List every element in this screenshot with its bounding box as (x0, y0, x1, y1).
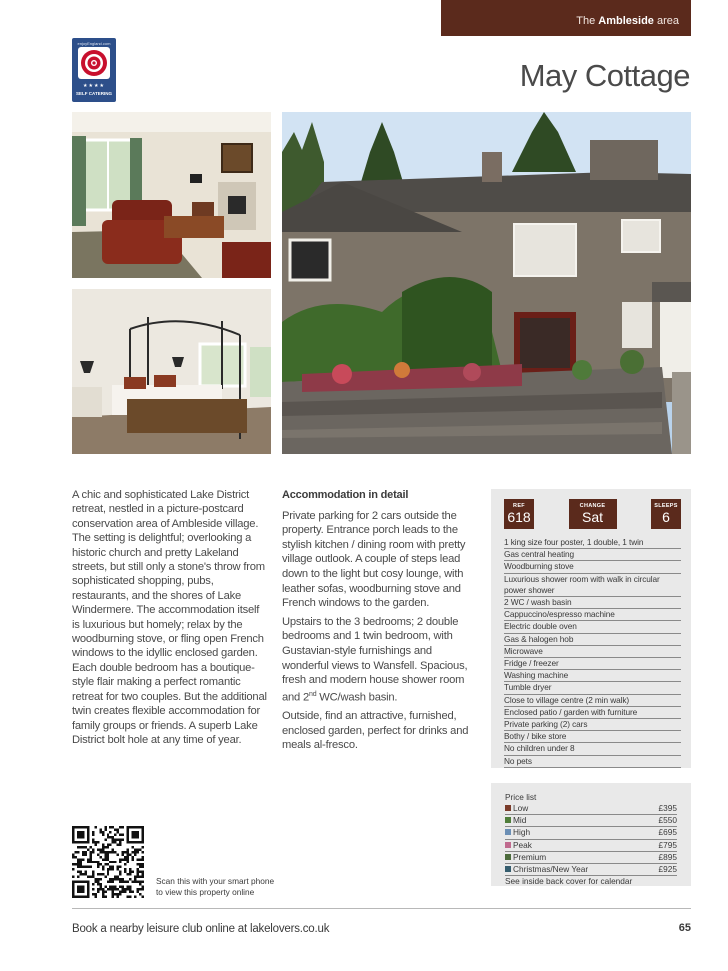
price-row (505, 840, 677, 852)
detail-heading: Accommodation in detail (282, 489, 409, 501)
badge-stars: ★★★★ (83, 83, 105, 89)
price-row (505, 803, 677, 815)
season-label: Peak (513, 839, 532, 850)
accommodation-detail (282, 488, 477, 757)
sleeps-stat (651, 499, 681, 529)
season-price: £795 (658, 839, 677, 850)
feature-item: Electric double oven (504, 621, 681, 633)
intro-text: A chic and sophisticated Lake District retreat, nestled in a picture-postcard conservation area of Ambleside village. The setting is delightful; overlooking a historic church and pretty Lakeland streets, but still only a stone's throw from sophisticated shopping, pubs, restaurants, and the shores of Lake Windermere. The accommodation itself is luxurious but homely; relax by the woodburning stove, or fling open French windows to the idyllic enclosed garden. Each double bedroom has a boutique-style flair making a perfect romantic retreat for two couples. But the additional twin creates flexible accommodation for family groups or friends. A superb Lake District bolt hole at any time of year. (72, 489, 267, 746)
feature-item: No pets (504, 756, 681, 768)
season-label: Low (513, 803, 529, 813)
season-price: £395 (658, 803, 677, 813)
bedroom-photo (72, 289, 271, 454)
price-row (505, 815, 677, 827)
rose-icon (78, 47, 110, 79)
feature-item: Microwave (504, 646, 681, 658)
footer-divider (72, 908, 691, 909)
area-suffix: area (653, 15, 679, 27)
detail-p2-start: Upstairs to the 3 bedrooms; 2 double bedrooms and 1 twin bedroom, with Gustavian-style furnishings and wonderful views to Wansfell. Spacious, fresh and modern house shower room and 2 (282, 615, 468, 704)
price-list-heading: Price list (505, 792, 537, 802)
feature-item: Tumble dryer (504, 682, 681, 694)
feature-item: Close to village centre (2 min walk) (504, 695, 681, 707)
qr-caption-line-1: Scan this with your smart phone (156, 876, 275, 886)
page-number: 65 (678, 922, 691, 934)
footer-text: Book a nearby leisure club online at lakelovers.co.uk (72, 923, 330, 935)
qr-code-icon[interactable] (72, 826, 144, 898)
feature-item: Private parking (2) cars (504, 719, 681, 731)
sleeps-value: 6 (662, 509, 670, 525)
feature-item: 2 WC / wash basin (504, 597, 681, 609)
season-swatch (505, 854, 511, 860)
change-stat (569, 499, 617, 529)
season-label: Premium (513, 851, 547, 862)
page-title: May Cottage (519, 58, 690, 93)
qr-caption-line-2: to view this property online (156, 886, 255, 897)
ref-stat (504, 499, 534, 529)
feature-item: Washing machine (504, 670, 681, 682)
feature-item: Woodburning stove (504, 561, 681, 573)
season-swatch (505, 805, 511, 811)
feature-item: Bothy / bike store (504, 731, 681, 743)
season-label: Christmas/New Year (513, 864, 589, 875)
ref-label: REF (513, 503, 525, 509)
feature-item: Gas & halogen hob (504, 634, 681, 646)
season-swatch (505, 866, 511, 872)
detail-paragraph-2 (282, 615, 477, 705)
detail-paragraph-3: Outside, find an attractive, furnished, enclosed garden, perfect for drinks and meals al-fresco. (282, 710, 469, 752)
feature-item: Fridge / freezer (504, 658, 681, 670)
change-label: CHANGE (579, 503, 606, 509)
season-price: £695 (658, 827, 677, 838)
season-price: £925 (658, 864, 677, 875)
change-value: Sat (581, 509, 603, 525)
season-swatch (505, 842, 511, 848)
season-price: £550 (658, 815, 677, 826)
cottage-exterior-photo (282, 112, 691, 454)
lounge-photo (72, 112, 271, 278)
feature-item: Gas central heating (504, 549, 681, 561)
badge-category: SELF CATERING (76, 91, 112, 96)
season-swatch (505, 829, 511, 835)
calendar-note: See inside back cover for calendar (505, 876, 633, 887)
ref-value: 618 (507, 509, 531, 525)
sleeps-label: SLEEPS (654, 503, 678, 509)
feature-item: Luxurious shower room with walk in circular power shower (504, 574, 681, 597)
area-prefix: The (576, 15, 599, 27)
feature-item: No children under 8 (504, 743, 681, 755)
season-label: High (513, 827, 531, 838)
feature-list (504, 537, 681, 768)
badge-website: enjoyEngland.com (77, 41, 111, 46)
area-tab (441, 0, 691, 36)
detail-p2-sup: nd (309, 690, 317, 698)
detail-p2-end: WC/wash basin. (316, 691, 398, 704)
qr-caption (156, 876, 274, 897)
season-swatch (505, 817, 511, 823)
price-row (505, 852, 677, 864)
season-label: Mid (513, 815, 527, 826)
area-name: Ambleside (598, 15, 654, 27)
price-list (491, 783, 691, 886)
facts-box (491, 489, 691, 768)
season-price: £895 (658, 851, 677, 862)
price-row (505, 827, 677, 839)
feature-item: 1 king size four poster, 1 double, 1 twin (504, 537, 681, 549)
quality-badge (72, 38, 116, 102)
feature-item: Cappuccino/espresso machine (504, 609, 681, 621)
stat-row (504, 499, 681, 529)
price-row (505, 864, 677, 876)
detail-paragraph-1: Private parking for 2 cars outside the property. Entrance porch leads to the stylish kitchen / dining room with pretty village outlook. A couple of steps lead down to the light but cosy lounge, with leather sofas, woodburning stove and French windows to the garden. (282, 509, 466, 610)
feature-item: Enclosed patio / garden with furniture (504, 707, 681, 719)
